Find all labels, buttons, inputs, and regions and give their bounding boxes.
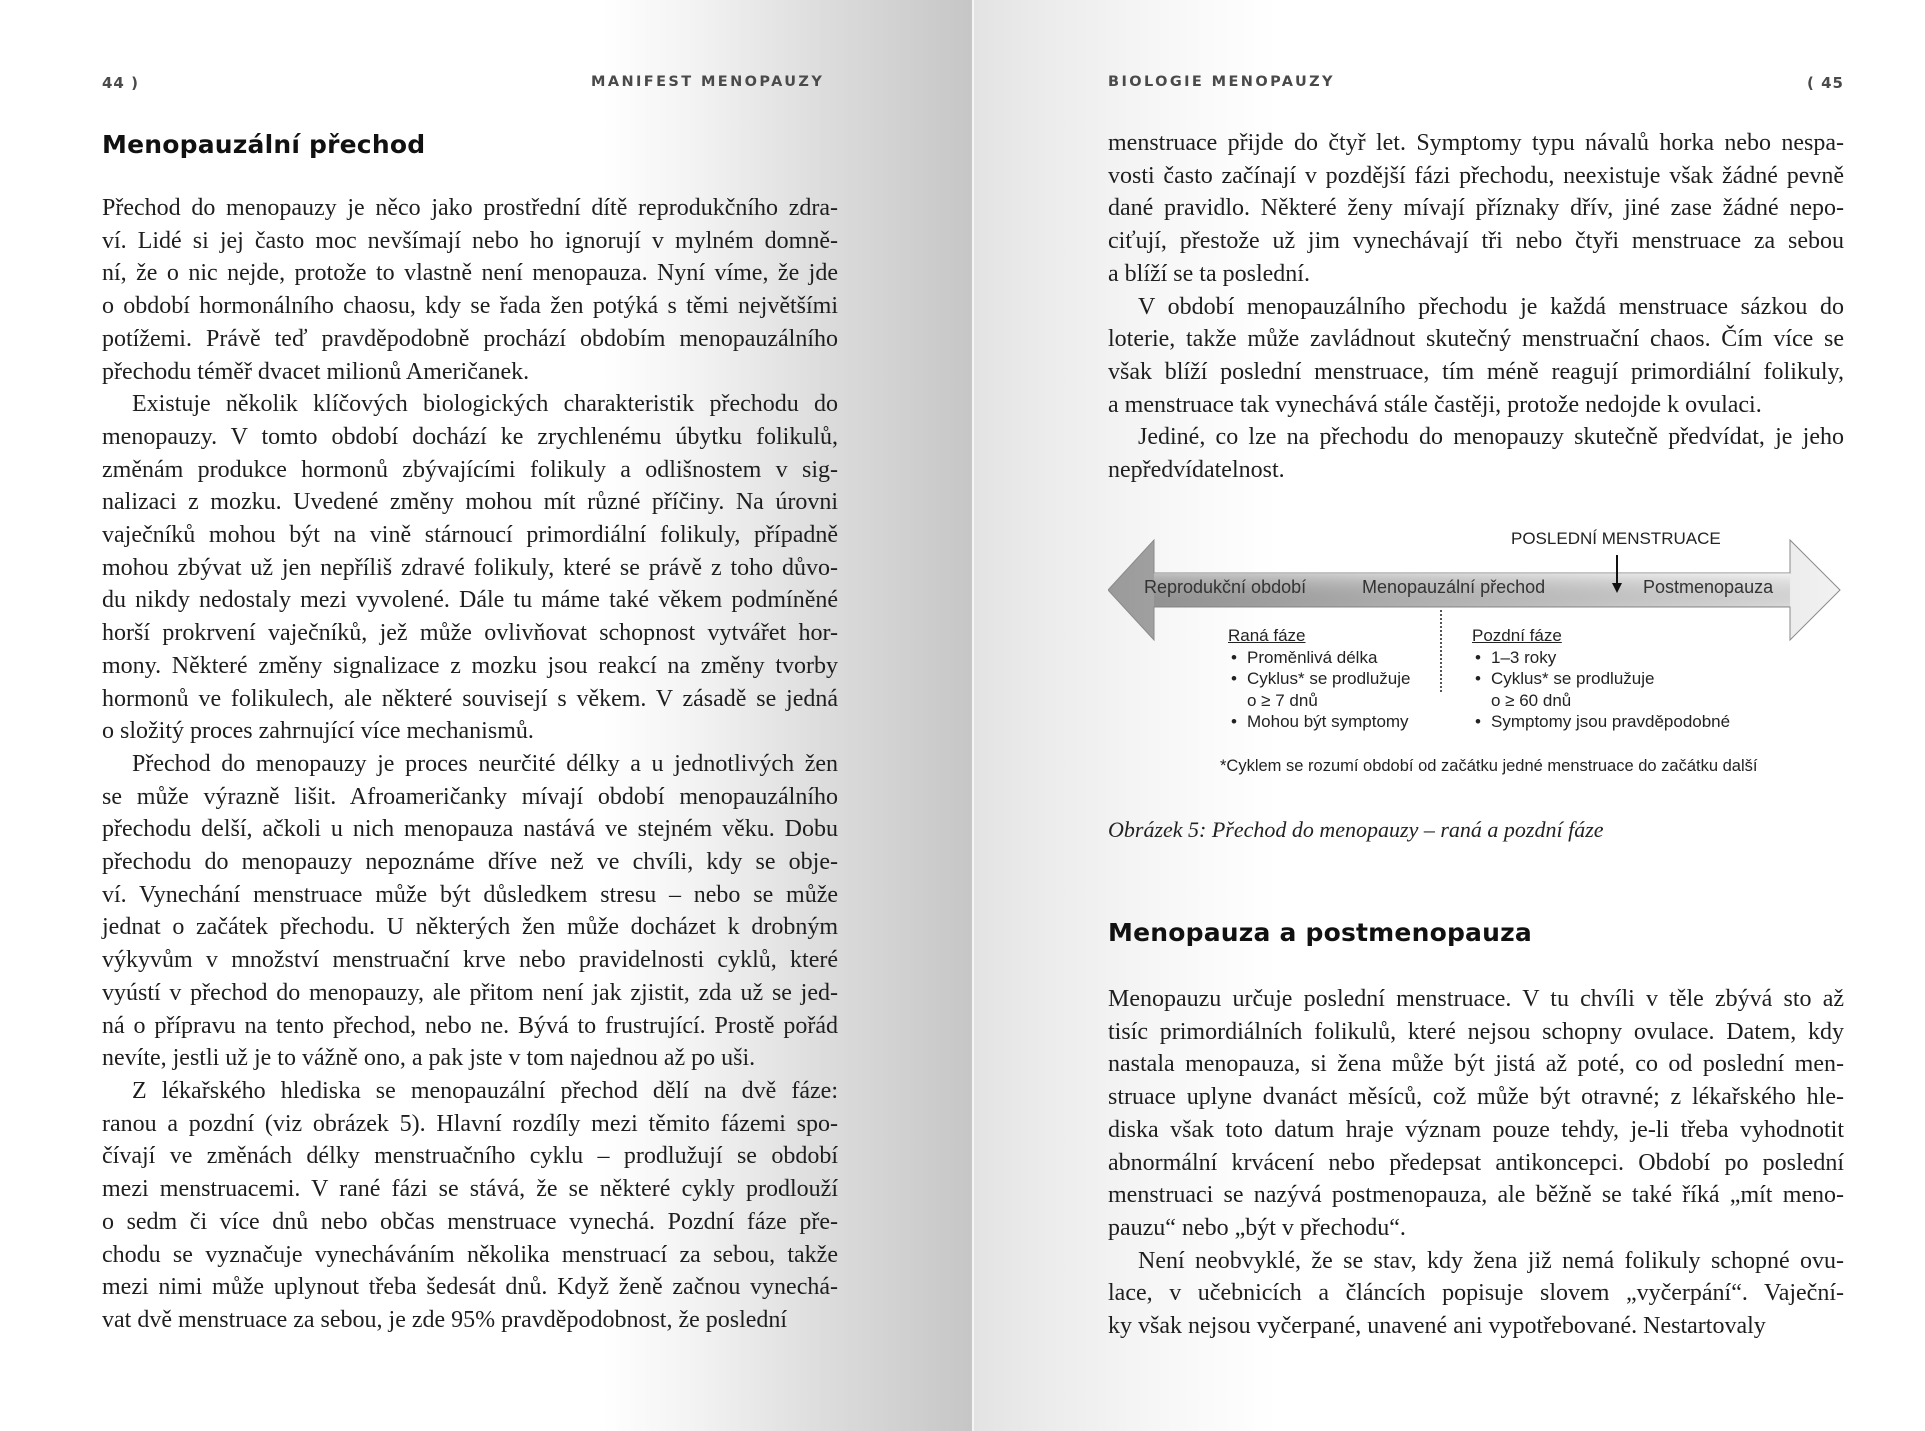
figure-menopause-transition (1108, 525, 1848, 795)
label-reproductive-period: Reprodukční období (1144, 577, 1307, 597)
text-line: dané pravidlo. Některé ženy mívají příznaky dřív, jiné zase žádné nepo- (1108, 195, 1844, 222)
text-line: nastala menopauza, si žena může být jistá až poté, co od poslední men- (1108, 1051, 1844, 1078)
paragraph (1108, 1245, 1844, 1343)
text-line: však blíží poslední menstruace, tím méně reagují primordiální folikuly, (1108, 358, 1844, 385)
text-line: menstruace přijde do čtyř let. Symptomy typu návalů horka nebo nespa- (1108, 130, 1844, 156)
bullet-text: Cyklus* se prodlužuje (1491, 669, 1655, 688)
phase-bullet (1472, 711, 1730, 733)
label-menopausal-transition: Menopauzální přechod (1362, 577, 1546, 597)
paragraph (1108, 291, 1844, 422)
bullet-text: Mohou být symptomy (1247, 712, 1409, 731)
running-head-left: MANIFEST MENOPAUZY (591, 74, 825, 90)
text-line: Není neobvyklé, že se stav, kdy žena již nemá folikuly schopné ovu- (1138, 1247, 1844, 1274)
label-postmenopause: Postmenopauza (1643, 577, 1774, 597)
text-line: ní, že o nic nejde, protože to vlastně není menopauza. Nyní víme, že jde (102, 260, 838, 287)
text-line: o období hormonálního chaosu, kdy se řada žen potýká s těmi největšími (102, 293, 838, 320)
phase-bullet (1228, 711, 1410, 733)
bullet-text: Proměnlivá délka (1247, 647, 1378, 667)
section-heading-menopausal-transition: Menopauzální přechod (102, 130, 426, 159)
text-line: vaječníků mohou být na vině stárnoucí primordiální folikuly, případně (102, 522, 838, 549)
text-line: vosti často začínají v pozdější fázi přechodu, neexistuje však žádné pevně (1108, 162, 1844, 189)
right-body-text-bottom (1108, 983, 1844, 1343)
text-line: du nikdy nedostaly mezi vyvolené. Dále tu máme také věkem podmíněné (102, 587, 838, 614)
text-line: vat dvě menstruace za sebou, je zde 95% pravděpodobnost, že poslední (102, 1306, 788, 1333)
text-line: Z lékařského hlediska se menopauzální přechod dělí na dvě fáze: (132, 1077, 838, 1104)
text-line: Jediné, co lze na přechodu do menopauzy skutečně předvídat, je jeho (1138, 424, 1844, 451)
bullet-text: 1–3 roky (1491, 647, 1557, 667)
text-line: pauzu“ nebo „být v přechodu“. (1108, 1214, 1406, 1241)
text-line: mony. Některé změny signalizace z mozku jsou reakcí na změny tvorby (102, 652, 838, 679)
last-menstruation-label: POSLEDNÍ MENSTRUACE (1511, 529, 1721, 548)
bullet-icon: • (1475, 647, 1481, 667)
paragraph (1108, 127, 1844, 291)
text-line: potížemi. Právě teď pravděpodobně prochází obdobím menopauzálního (102, 325, 838, 352)
text-line: tisíc primordiálních folikulů, které nejsou schopny ovulace. Datem, kdy (1108, 1018, 1844, 1045)
text-line: menopauzy. V tomto období dochází ke zrychlenému úbytku folikulů, (102, 423, 838, 450)
text-line: chodu se vyznačuje vynecháváním několika menstruací za sebou, takže (102, 1241, 838, 1268)
phase-divider (1440, 610, 1442, 692)
figure-footnote: *Cyklem se rozumí období od začátku jedné menstruace do začátku další (1220, 757, 1758, 775)
text-line: lace, v učebnicích a článcích popisuje slovem „vyčerpání“. Vaječní- (1108, 1280, 1844, 1307)
phase-bullet (1472, 647, 1730, 669)
text-line: menstruaci se nazývá postmenopauza, ale běžně se také říká „mít meno- (1108, 1182, 1844, 1209)
paragraph (102, 192, 838, 388)
bullet-icon: • (1475, 669, 1481, 688)
late-phase-column (1472, 625, 1730, 733)
text-line: Přechod do menopauzy je něco jako prostřední dítě reprodukčního zdra- (102, 195, 838, 221)
text-line: přechodu téměř dvacet milionů Američanek. (102, 358, 530, 385)
phase-bullet (1228, 647, 1410, 669)
text-line: ky však nejsou vyčerpané, unavené ani vypotřebované. Nestartovaly (1108, 1313, 1766, 1340)
section-heading-menopause-postmenopause: Menopauza a postmenopauza (1108, 918, 1532, 947)
text-line: nalizaci z mozku. Uvedené změny mohou mít různé příčiny. Na úrovni (102, 489, 838, 516)
text-line: čívají ve změnách délky menstruačního cyklu – prodlužují se období (102, 1143, 838, 1170)
text-line: se může výrazně lišit. Afroameričanky mívají období menopauzálního (102, 783, 838, 810)
text-line: mezi menstruacemi. V rané fázi se stává, že se některé cykly prodlouží (102, 1176, 838, 1203)
text-line: jednat o začátek přechodu. U některých žen může docházet k drobným (102, 914, 838, 941)
page-number-right: ( 45 (1807, 74, 1844, 92)
bullet-text: o ≥ 60 dnů (1491, 690, 1572, 710)
text-line: ví. Lidé si jej často moc nevšímají nebo ho ignorují v mylném domně- (102, 227, 838, 254)
text-line: struace uplyne dvanáct měsíců, což může být otravné; z lékařského hle- (1108, 1084, 1844, 1111)
text-line: přechodu delší, ačkoli u nich menopauza nastává ve stejném věku. Dobu (102, 816, 838, 843)
left-body-text (102, 192, 838, 1337)
paragraph (1108, 983, 1844, 1245)
text-line: Přechod do menopauzy je proces neurčité délky a u jednotlivých žen (132, 750, 838, 777)
right-body-text-top (1108, 127, 1844, 487)
text-line: Existuje několik klíčových biologických charakteristik přechodu do (132, 391, 838, 418)
early-phase-column (1228, 625, 1410, 733)
text-line: mohou zbývat už jen nepříliš zdravé folikuly, které se právě z toho důvo- (102, 554, 838, 581)
bullet-icon: • (1475, 712, 1481, 731)
text-line: a blíží se ta poslední. (1108, 260, 1310, 287)
text-line: vyústí v přechod do menopauzy, ale přitom není jak zjistit, zda už se jed- (102, 979, 838, 1006)
text-line: Menopauzu určuje poslední menstruace. V tu chvíli v těle zbývá sto až (1108, 986, 1844, 1012)
text-line: hormonů ve folikulech, ale některé souvisejí s věkem. V zásadě se jedná (102, 685, 838, 712)
bullet-text: Symptomy jsou pravděpodobné (1491, 712, 1731, 731)
bullet-icon: • (1231, 712, 1237, 731)
phase-bullet (1472, 668, 1730, 711)
text-line: výkyvům v množství menstruační krve nebo pravidelnosti cyklů, které (102, 947, 838, 974)
text-line: mezi nimi může uplynout třeba šedesát dnů. Když ženě začnou vynechá- (102, 1274, 838, 1301)
text-line: V období menopauzálního přechodu je každá menstruace sázkou do (1138, 293, 1844, 320)
text-line: o sedm či více dnů nebo občas menstruace vynechá. Pozdní fáze pře- (102, 1208, 838, 1235)
text-line: o složitý proces zahrnující více mechanismů. (102, 718, 534, 745)
running-head-right: BIOLOGIE MENOPAUZY (1108, 74, 1335, 90)
text-line: horší prokrvení vaječníků, jež může ovlivňovat schopnost vytvářet hor- (102, 620, 838, 647)
text-line: a menstruace tak vynechává stále častěji, protože nedojde k ovulaci. (1108, 391, 1762, 418)
text-line: nepředvídatelnost. (1108, 457, 1285, 484)
figure-caption: Obrázek 5: Přechod do menopauzy – raná a pozdní fáze (1108, 817, 1604, 842)
bullet-text: Cyklus* se prodlužuje (1247, 669, 1411, 688)
text-line: přechodu do menopauzy nepoznáme dříve než ve chvíli, kdy se obje- (102, 849, 838, 876)
text-line: abnormální krvácení nebo předepsat antikoncepci. Období po poslední (1108, 1149, 1844, 1176)
page-number-left: 44 ) (102, 74, 139, 92)
text-line: nevíte, jestli už je to vážně ono, a pak jste v tom najednou až po uši. (102, 1045, 756, 1072)
paragraph (1108, 421, 1844, 486)
late-phase-title: Pozdní fáze (1472, 626, 1562, 645)
early-phase-title: Raná fáze (1228, 626, 1306, 645)
text-line: ná o přípravu na tento přechod, nebo ne. Bývá to frustrující. Prostě pořád (102, 1012, 838, 1039)
paragraph (102, 1075, 838, 1337)
text-line: ciťují, přestože už jim vynechávají tři nebo čtyři menstruace za sebou (1108, 228, 1844, 255)
early-phase-list (1228, 647, 1410, 733)
text-line: ví. Vynechání menstruace může být důsledkem stresu – nebo se může (102, 881, 838, 908)
text-line: změnám produkce hormonů zbývajícími folikuly a odlišnostem v sig- (102, 456, 838, 483)
text-line: loterie, takže může zavládnout skutečný menstruační chaos. Čím více se (1108, 326, 1844, 353)
late-phase-list (1472, 647, 1730, 733)
bullet-icon: • (1231, 647, 1237, 667)
text-line: diska však toto datum hraje význam pouze tehdy, je-li třeba vyhodnotit (1108, 1116, 1844, 1143)
text-line: ranou a pozdní (viz obrázek 5). Hlavní rozdíly mezi těmito fázemi spo- (102, 1110, 838, 1137)
paragraph (102, 388, 838, 748)
paragraph (102, 748, 838, 1075)
bullet-icon: • (1231, 669, 1237, 688)
phase-bullet (1228, 668, 1410, 711)
bullet-text: o ≥ 7 dnů (1247, 690, 1318, 710)
